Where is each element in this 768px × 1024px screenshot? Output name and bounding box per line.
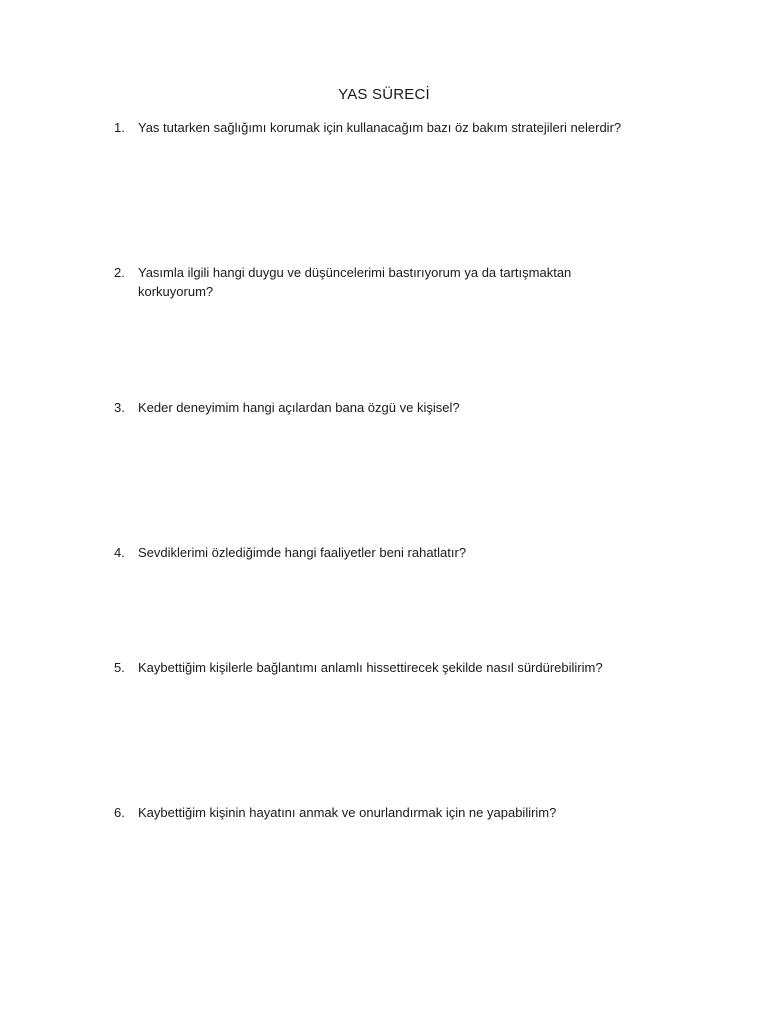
question-number: 6.	[114, 805, 125, 820]
question-number: 3.	[114, 400, 125, 415]
question-item	[114, 118, 674, 137]
question-text: Yas tutarken sağlığımı korumak için kullanacağım bazı öz bakım stratejileri nelerdir?	[138, 120, 622, 135]
question-text: Kaybettiğim kişilerle bağlantımı anlamlı hissettirecek şekilde nasıl sürdürebilirim?	[138, 660, 603, 675]
question-text: Keder deneyimim hangi açılardan bana özgü ve kişisel?	[138, 400, 460, 415]
question-number: 5.	[114, 660, 125, 675]
question-item	[114, 803, 674, 822]
question-number: 2.	[114, 265, 125, 280]
question-item	[114, 543, 674, 562]
question-text: Sevdiklerimi özlediğimde hangi faaliyetler beni rahatlatır?	[138, 545, 467, 560]
question-item	[114, 398, 674, 417]
question-item	[114, 658, 674, 677]
question-text: Yasımla ilgili hangi duygu ve düşüncelerimi bastırıyorum ya da tartışmaktan korkuyorum?	[138, 265, 572, 299]
question-number: 4.	[114, 545, 125, 560]
document-title: YAS SÜRECİ	[338, 86, 430, 103]
question-text: Kaybettiğim kişinin hayatını anmak ve onurlandırmak için ne yapabilirim?	[138, 805, 557, 820]
question-number: 1.	[114, 120, 125, 135]
question-item	[114, 263, 614, 301]
